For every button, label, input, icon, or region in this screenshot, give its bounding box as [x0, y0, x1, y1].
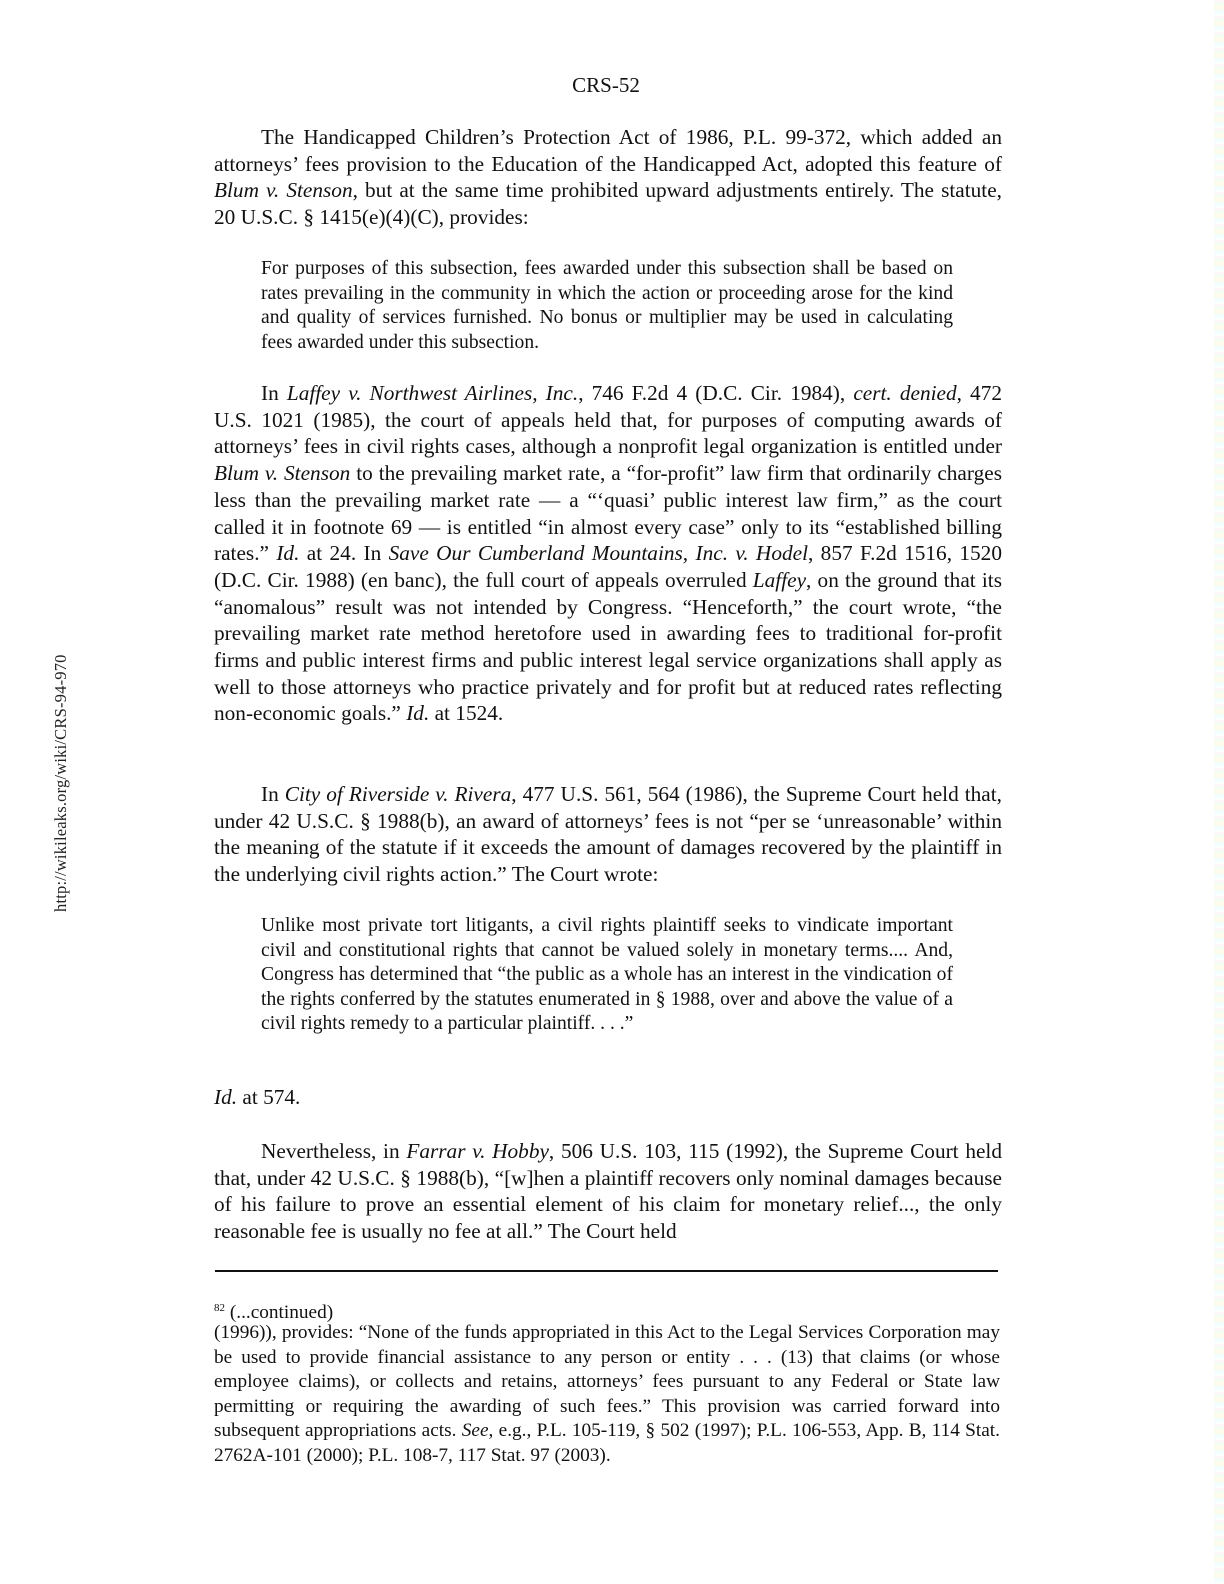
text: at 574.: [237, 1085, 301, 1109]
text: In: [261, 782, 285, 806]
case-name: Laffey v. Northwest Airlines, Inc.: [286, 381, 579, 405]
text: , 477 U.S. 561, 564 (1986), the Supreme Court held that, under 42 U.S.C. § 1988(b), an award of attorneys’ fees is not “per se ‘unreasonable’ within the meaning of the statute if it exceeds the amount of damages recovered by the plaintiff in the underlying civil rights action.” The Court wrote:: [214, 782, 1002, 887]
citation-line: [214, 1084, 1002, 1111]
text: at 1524.: [429, 701, 504, 726]
text: , but at the same time prohibited upward adjustments entirely. The statute, 20 U.S.C. § 1415(e)(4)(C), provides:: [214, 178, 1002, 230]
text: (1996)), provides: “None of the funds appropriated in this Act to the Legal Services Corporation may be used to provide financial assistance to any person or entity . . . (13) that claims (or whose employee claims), or collects and retains, attorneys’ fees pursuant to any Federal or State law permitting or requiring the awarding of such fees.” This provision was carried forward into subsequent appropriations acts.: [214, 1322, 1000, 1441]
paragraph-2: [214, 380, 1002, 727]
case-name: Blum v. Stenson: [214, 178, 353, 203]
text: The Handicapped Children’s Protection Act of 1986, P.L. 99-372, which added an attorneys’ fees provision to the Education of the Handicapped Act, adopted this feature of: [214, 125, 1002, 176]
paragraph-3: [214, 781, 1002, 888]
text: In: [261, 381, 287, 405]
page-number: CRS-52: [572, 73, 640, 97]
block-quote-court: Unlike most private tort litigants, a civil rights plaintiff seeks to vindicate important civil and constitutional rights that cannot be valued solely in monetary terms.... And, Congress has determined that “the public as a whole has an interest in the vindication of the rights conferred by the statutes enumerated in § 1988, over and above the value of a civil rights remedy to a particular plaintiff. . . .”: [261, 915, 953, 1035]
case-name: City of Riverside v. Rivera: [284, 782, 512, 806]
citation-signal: cert. denied: [853, 381, 957, 405]
paragraph-1: [214, 124, 1002, 231]
text: at 24. In: [299, 541, 389, 566]
footnote-82-text: [214, 1321, 1000, 1468]
text: , 746 F.2d 4 (D.C. Cir. 1984),: [578, 381, 854, 405]
text: Nevertheless, in: [261, 1139, 407, 1163]
text: , 857 F.2d 1516, 1520 (D.C. Cir. 1988) (en banc), the full court of appeals overruled: [214, 541, 1002, 592]
side-watermark-url: http://wikileaks.org/wiki/CRS-94-970: [51, 654, 70, 912]
text: , e.g., P.L. 105-119, § 502 (1997); P.L. 106-553, App. B, 114 Stat. 2762A-101 (2000); P.L. 108-7, 117 Stat. 97 (2003).: [214, 1420, 1000, 1466]
case-name: Blum v. Stenson: [214, 461, 351, 486]
id-citation: Id.: [406, 701, 430, 726]
text: , on the ground that its “anomalous” result was not intended by Congress. “Henceforth,” the court wrote, “the prevailing market rate method heretofore used in awarding fees to traditional for-profit firms and public interest firms and public interest legal service organizations shall apply as well to those attorneys who practice privately and for profit but at reduced rates reflecting non-economic goals.”: [214, 567, 1002, 726]
text: to the prevailing market rate, a “for-profit” law firm that ordinarily charges less than the prevailing market rate — a “‘quasi’ public interest law firm,” as the court called it in footnote 69 — is entitled “in almost every case” only to its “established billing rates.”: [214, 461, 1002, 566]
case-name: Laffey: [752, 567, 807, 592]
case-name: Farrar v. Hobby: [406, 1139, 549, 1163]
id-citation: Id.: [276, 541, 300, 566]
footnote-separator: [215, 1270, 998, 1272]
case-name: Save Our Cumberland Mountains, Inc. v. Hodel: [388, 541, 808, 566]
scan-edge-artifact: [1214, 0, 1224, 1584]
block-quote-statute: For purposes of this subsection, fees awarded under this subsection shall be based on rates prevailing in the community in which the action or proceeding arose for the kind and quality of services furnished. No bonus or multiplier may be used in calculating fees awarded under this subsection.: [261, 258, 953, 353]
text: , 506 U.S. 103, 115 (1992), the Supreme Court held that, under 42 U.S.C. § 1988(b), “[w]hen a plaintiff recovers only nominal damages because of his failure to prove an essential element of his claim for monetary relief..., the only reasonable fee is usually no fee at all.” The Court held: [214, 1139, 1002, 1244]
citation-signal: See: [461, 1420, 489, 1441]
id-citation: Id.: [214, 1085, 238, 1109]
footnote-number: 82: [214, 1302, 225, 1314]
text: , 472 U.S. 1021 (1985), the court of appeals held that, for purposes of computing awards of attorneys’ fees in civil rights cases, although a nonprofit legal organization is entitled under: [214, 381, 1003, 459]
paragraph-4: [214, 1138, 1002, 1245]
text: (...continued): [229, 1302, 334, 1323]
